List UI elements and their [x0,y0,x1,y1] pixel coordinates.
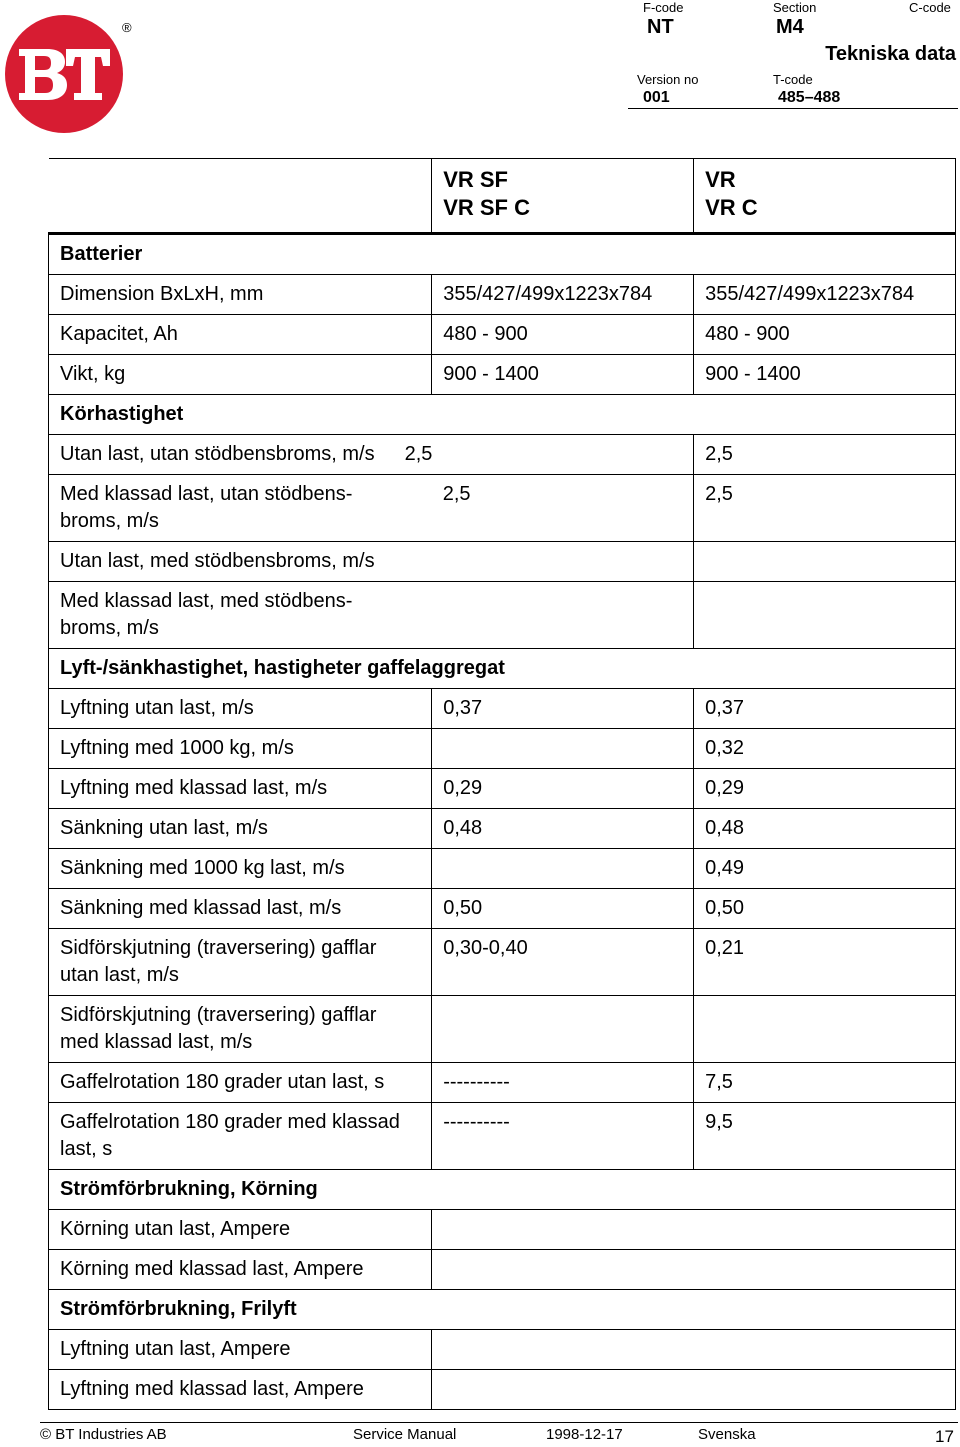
row-value-col2 [432,729,694,769]
table-row [49,729,956,769]
row-value-col3: 7,5 [694,1063,956,1103]
section-row [49,1170,956,1210]
row-value-col3: 355/427/499x1223x784 [694,275,956,315]
row-value-col3: 9,5 [694,1103,956,1170]
tcode-label: T-code [773,72,813,87]
section-heading: Batterier [49,234,956,275]
row-label: Sänkning utan last, m/s [49,809,432,849]
row-label: Lyftning med klassad last, m/s [49,769,432,809]
registered-mark: ® [122,20,132,35]
page-number: 17 [935,1427,954,1446]
row-value-col2 [432,849,694,889]
footer-language: Svenska [698,1426,756,1443]
row-value-col2: 0,30-0,40 [432,929,694,996]
row-value-col2: 0,29 [432,769,694,809]
row-label: Gaffelrotation 180 grader utan last, s [49,1063,432,1103]
row-value-col3: 0,21 [694,929,956,996]
row-label: Sänkning med klassad last, m/s [49,889,432,929]
section-heading: Lyft-/sänkhastighet, hastigheter gaffelaggregat [49,649,956,689]
footer-date: 1998-12-17 [546,1426,623,1443]
row-value-col3: 0,49 [694,849,956,889]
row-value-col3: 0,50 [694,889,956,929]
col2-header-line2: VR SF C [443,195,530,220]
table-row [49,929,956,996]
version-value: 001 [643,89,670,106]
row-label: Utan last, med stödbensbroms, m/s [49,542,694,582]
header-empty-cell [49,159,432,234]
table-row [49,315,956,355]
table-row [49,889,956,929]
section-label: Section [773,0,817,15]
row-label: Sänkning med 1000 kg last, m/s [49,849,432,889]
table-row [49,275,956,315]
table-row [49,849,956,889]
row-value-col3: 0,32 [694,729,956,769]
row-label: Vikt, kg [49,355,432,395]
row-value-col3: 480 - 900 [694,315,956,355]
col3-header [694,159,956,234]
row-label: Lyftning utan last, m/s [49,689,432,729]
table-row [49,1330,956,1370]
table-row [49,355,956,395]
col2-header [432,159,694,234]
tcode-value: 485–488 [778,89,841,106]
row-value-col2: ---------- [432,1063,694,1103]
row-value-col3: 0,29 [694,769,956,809]
row-label-with-value [49,435,694,475]
table-row [49,475,956,542]
col3-header-line2: VR C [705,195,758,220]
row-value-col2 [432,996,694,1063]
row-value-col2: 355/427/499x1223x784 [432,275,694,315]
footer-manual: Service Manual [353,1426,457,1443]
table-row [49,1210,956,1250]
section-heading: Körhastighet [49,395,956,435]
row-label: Körning utan last, Ampere [49,1210,432,1250]
version-label: Version no [637,72,699,87]
row-value-col3: 900 - 1400 [694,355,956,395]
table-row [49,582,956,649]
row-value-col3: 0,48 [694,809,956,849]
table-row [49,1370,956,1410]
footer-copyright: © BT Industries AB [40,1426,167,1443]
section-row [49,395,956,435]
section-row [49,649,956,689]
row-value-merged [432,1210,956,1250]
row-label: Med klassad last, utan stödbens- broms, m/s [49,475,432,542]
section-heading: Strömförbrukning, Frilyft [49,1290,956,1330]
section-row [49,1290,956,1330]
row-label: Kapacitet, Ah [49,315,432,355]
table-row [49,689,956,729]
row-value-col3 [694,542,956,582]
row-label: Sidförskjutning (traversering) gafflar med klassad last, m/s [49,996,432,1063]
row-label: Dimension BxLxH, mm [49,275,432,315]
row-label: Körning med klassad last, Ampere [49,1250,432,1290]
row-label: Gaffelrotation 180 grader med klassad last, s [49,1103,432,1170]
row-value-merged [432,1370,956,1410]
row-value-col3: 2,5 [694,475,956,542]
spec-table [48,158,956,1410]
row-value-col2: 0,50 [432,889,694,929]
ccode-label: C-code [909,0,951,15]
row-value-col2: 480 - 900 [432,315,694,355]
row-value-col2: 0,37 [432,689,694,729]
row-value-merged [432,1250,956,1290]
row-value-merged [432,1330,956,1370]
row-value-col3: 2,5 [694,435,956,475]
col2-header-line1: VR SF [443,167,508,192]
table-row [49,1103,956,1170]
row-value-col2: 2,5 [404,443,433,465]
row-value-col3: 0,37 [694,689,956,729]
row-value-col2: ---------- [432,1103,694,1170]
row-label: Sidförskjutning (traversering) gafflar utan last, m/s [49,929,432,996]
table-row [49,1250,956,1290]
row-value-col2: 2,5 [432,475,694,542]
col3-header-line1: VR [705,167,736,192]
fcode-label: F-code [643,0,684,15]
page-title: Tekniska data [825,43,956,65]
table-row [49,542,956,582]
section-heading: Strömförbrukning, Körning [49,1170,956,1210]
row-label: Utan last, utan stödbensbroms, m/s [60,443,375,465]
table-row [49,435,956,475]
row-value-col3 [694,996,956,1063]
fcode-value: NT [647,16,674,38]
row-value-col3 [694,582,956,649]
row-label: Lyftning utan last, Ampere [49,1330,432,1370]
row-value-col2: 900 - 1400 [432,355,694,395]
row-label: Lyftning med 1000 kg, m/s [49,729,432,769]
table-row [49,769,956,809]
row-label: Med klassad last, med stödbens- broms, m/s [49,582,694,649]
bt-logo [4,14,124,134]
table-row [49,996,956,1063]
table-row [49,1063,956,1103]
footer-rule [40,1422,958,1423]
header-rule [628,108,958,109]
row-value-col2: 0,48 [432,809,694,849]
row-label: Lyftning med klassad last, Ampere [49,1370,432,1410]
section-value: M4 [776,16,804,38]
table-row [49,809,956,849]
table-header-row [49,159,956,234]
section-row [49,234,956,275]
